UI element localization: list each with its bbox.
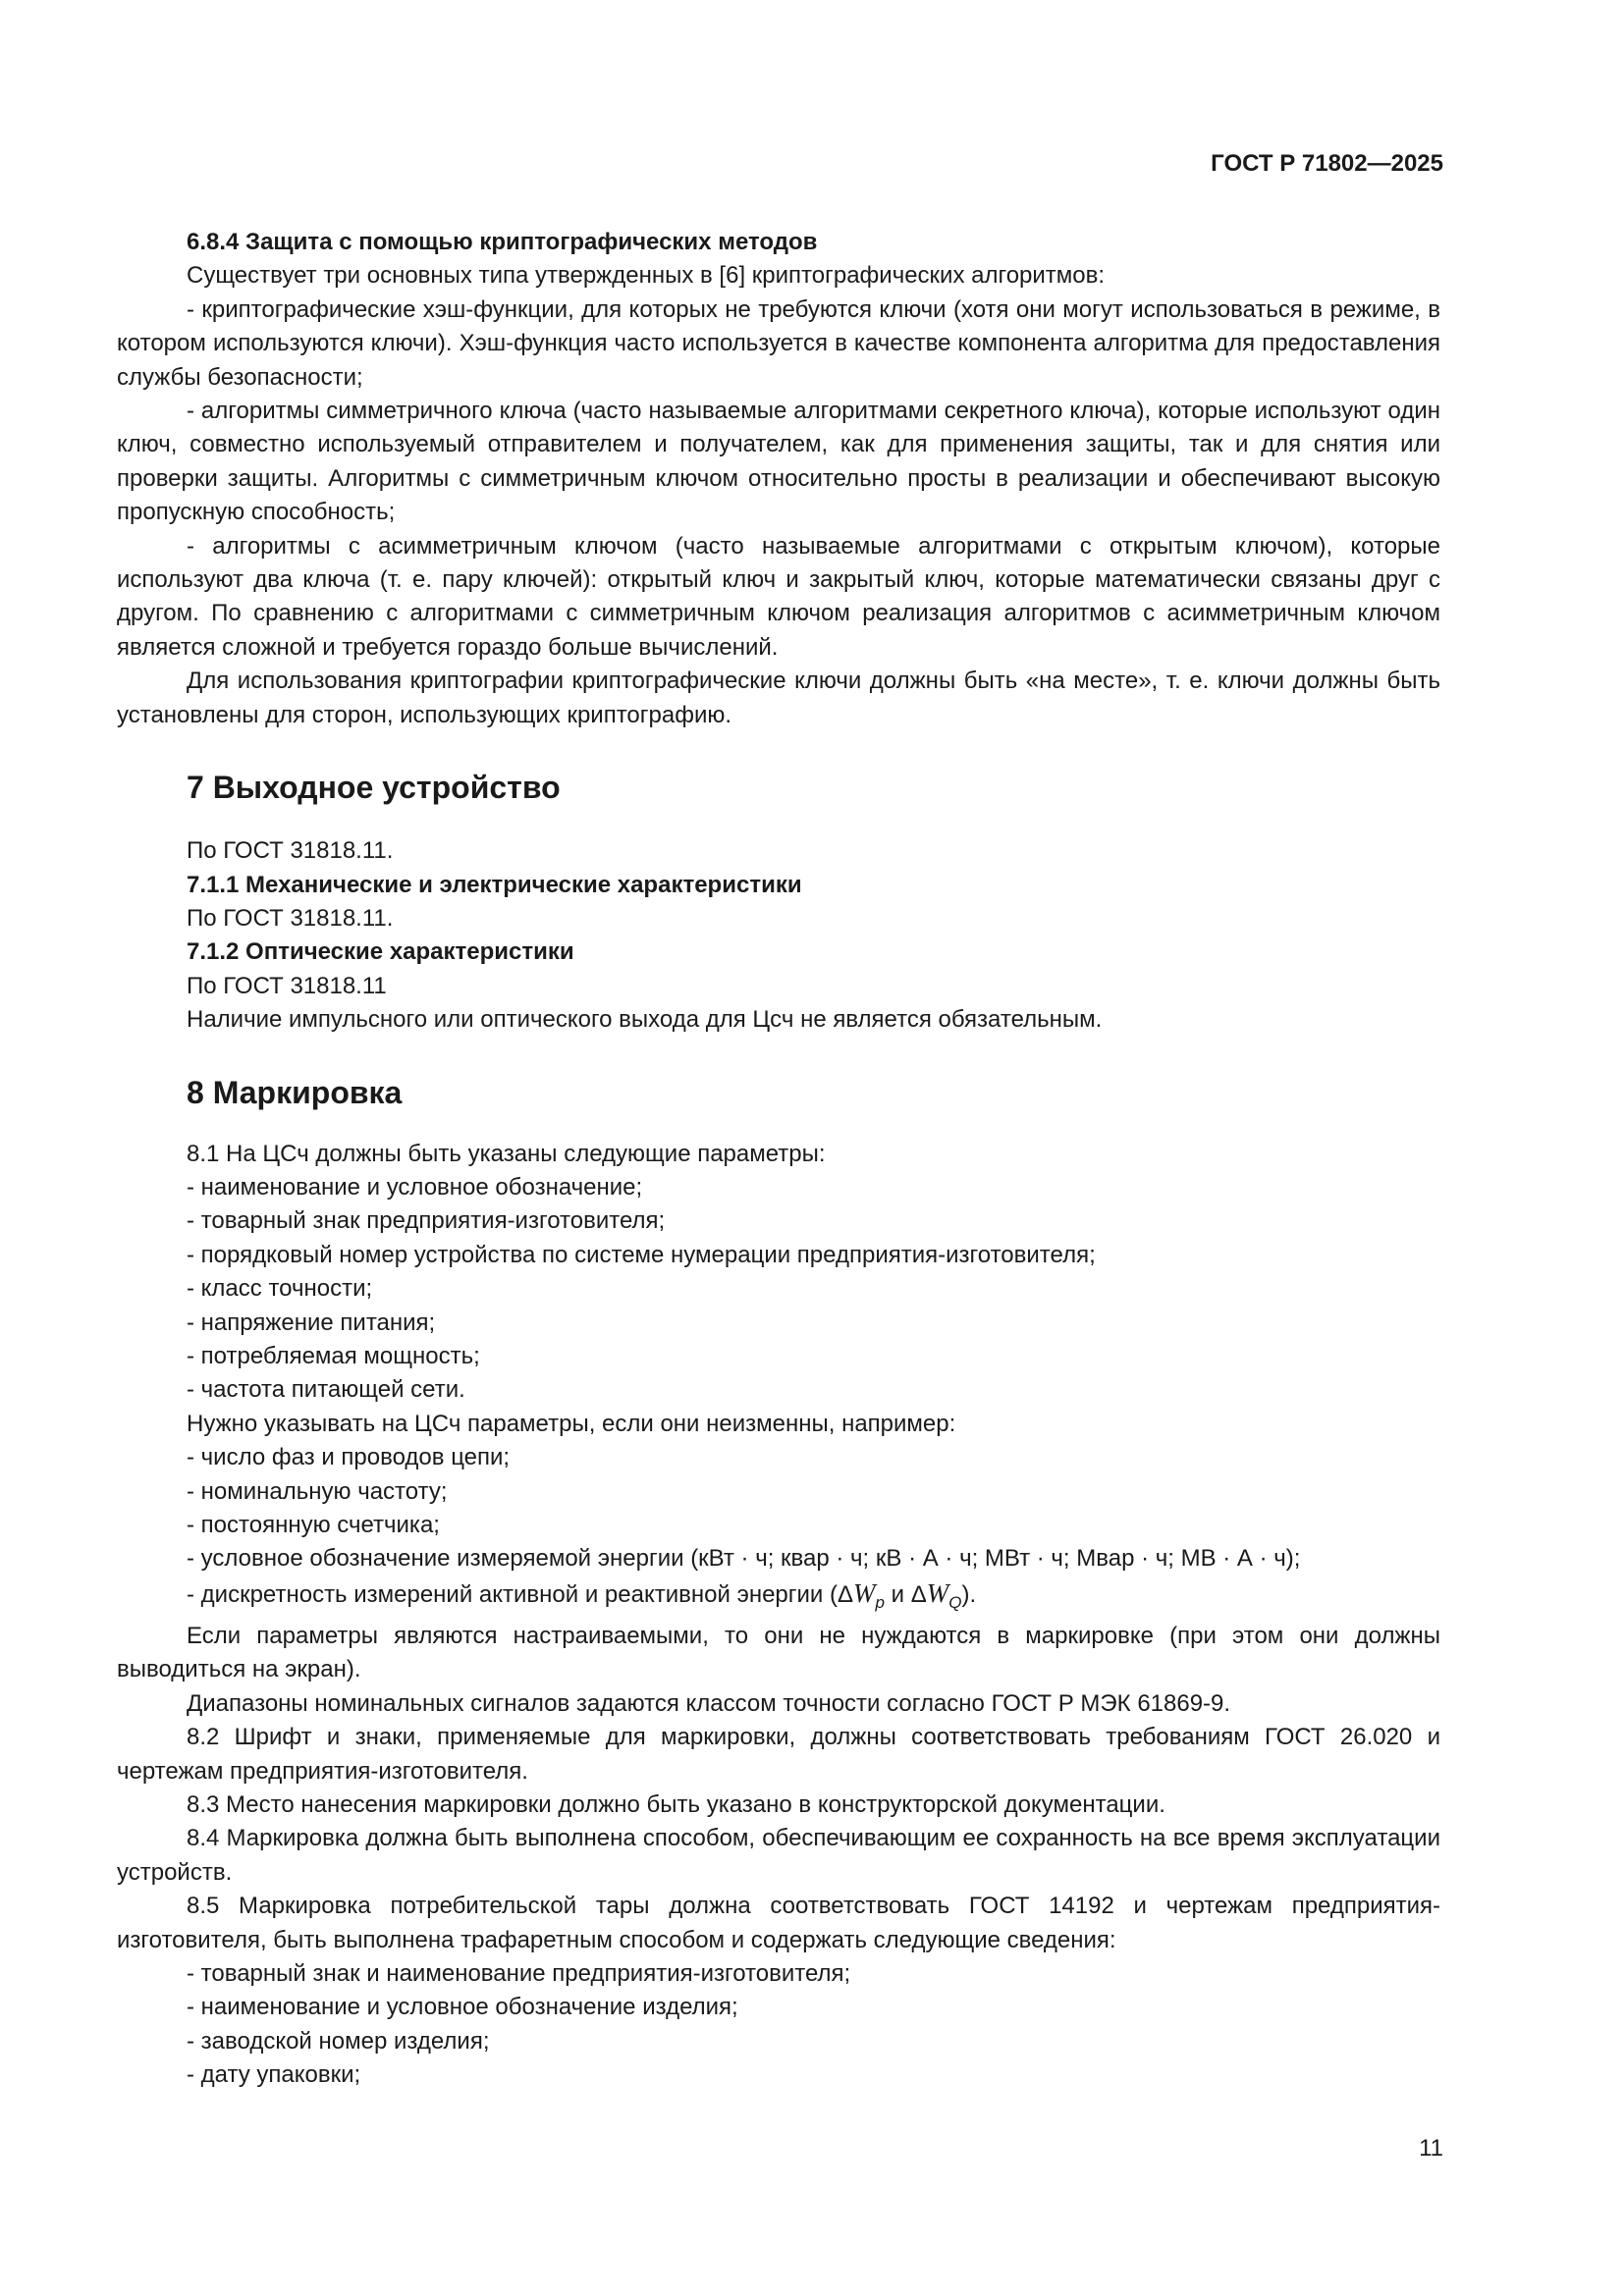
subscript-p: p bbox=[875, 1592, 885, 1612]
marking-param-item: - класс точности; bbox=[187, 1275, 373, 1303]
marking-param-item: - товарный знак предприятия-изготовителя; bbox=[187, 1207, 666, 1235]
w-symbol: W bbox=[926, 1577, 949, 1608]
clause-8-3: 8.3 Место нанесения маркировки должно быть указано в конструкторской документации. bbox=[187, 1791, 1165, 1819]
clause-8-1: 8.1 На ЦСч должны быть указаны следующие параметры: bbox=[187, 1140, 826, 1167]
document-id-header: ГОСТ Р 71802—2025 bbox=[1211, 150, 1443, 177]
discreteness-item bbox=[117, 1576, 1440, 1620]
signal-ranges-paragraph: Диапазоны номинальных сигналов задаются классом точности согласно ГОСТ Р МЭК 61869-9. bbox=[187, 1689, 1231, 1717]
keys-in-place-paragraph: Для использования криптографии криптографические ключи должны быть «на месте», т. е. ключи должны быть установлены для сторон, использующих криптографию. bbox=[117, 667, 1440, 728]
subsection-7-1-2-reference: По ГОСТ 31818.11 bbox=[187, 972, 387, 999]
and-word: и bbox=[885, 1580, 911, 1608]
marking-param-item: - порядковый номер устройства по системе нумерации предприятия-изготовителя; bbox=[187, 1241, 1096, 1268]
fixed-param-item: - постоянную счетчика; bbox=[187, 1512, 440, 1538]
subsection-7-1-1-heading: 7.1.1 Механические и электрические характеристики bbox=[187, 871, 802, 898]
delta-symbol: Δ bbox=[838, 1580, 854, 1608]
package-marking-item: - заводской номер изделия; bbox=[187, 2027, 490, 2055]
discreteness-end: ). bbox=[961, 1580, 977, 1608]
subscript-q: Q bbox=[948, 1592, 962, 1612]
clause-8-4: 8.4 Маркировка должна быть выполнена способом, обеспечивающим ее сохранность на все время эксплуатации устройств. bbox=[117, 1825, 1440, 1886]
fixed-params-intro: Нужно указывать на ЦСч параметры, если они неизменны, например: bbox=[187, 1410, 956, 1437]
clause-8-2: 8.2 Шрифт и знаки, применяемые для маркировки, должны соответствовать требованиям ГОСТ 26.020 и чертежам предприятия-изготовителя. bbox=[117, 1724, 1440, 1785]
fixed-param-item: - число фаз и проводов цепи; bbox=[187, 1444, 511, 1471]
page-content bbox=[117, 226, 1440, 2093]
fixed-param-item: - номинальную частоту; bbox=[187, 1477, 448, 1505]
w-symbol: W bbox=[853, 1577, 876, 1608]
subsection-7-1-1-reference: По ГОСТ 31818.11. bbox=[187, 904, 394, 932]
symmetric-key-item: - алгоритмы симметричного ключа (часто называемые алгоритмами секретного ключа), которые используют один ключ, совместно используемый отправителем и получателем, как для применения защиты, так и для снятия или проверки защиты. Алгоритмы с симметричным ключом относительно просты в реализации и обеспечивают высокую пропускную способность; bbox=[117, 398, 1440, 526]
section-7-heading: 7 Выходное устройство bbox=[187, 770, 561, 806]
marking-param-item: - наименование и условное обозначение; bbox=[187, 1173, 643, 1201]
marking-param-item: - потребляемая мощность; bbox=[187, 1342, 480, 1369]
section-8-heading: 8 Маркировка bbox=[187, 1074, 403, 1110]
discreteness-text: - дискретность измерений активной и реактивной энергии ( bbox=[187, 1580, 838, 1608]
fixed-param-item: - условное обозначение измеряемой энергии (кВт · ч; квар · ч; кВ · А · ч; МВт · ч; Мвар · ч; МВ · А · ч); bbox=[187, 1545, 1301, 1573]
section-6-8-4-heading: 6.8.4 Защита с помощью криптографических методов bbox=[187, 229, 818, 255]
output-optional-note: Наличие импульсного или оптического выхода для Цсч не является обязательным. bbox=[187, 1006, 1103, 1034]
marking-param-item: - напряжение питания; bbox=[187, 1308, 436, 1336]
marking-param-item: - частота питающей сети. bbox=[187, 1376, 465, 1404]
page-number: 11 bbox=[1419, 2135, 1443, 2162]
section-7-reference: По ГОСТ 31818.11. bbox=[187, 837, 394, 865]
hash-functions-item: - криптографические хэш-функции, для которых не требуются ключи (хотя они могут использоваться в режиме, в котором используются ключи). Хэш-функция часто используется в качестве компонента алгоритма для предоставления службы безопасности; bbox=[117, 295, 1440, 391]
subsection-7-1-2-heading: 7.1.2 Оптические характеристики bbox=[187, 938, 574, 966]
package-marking-item: - товарный знак и наименование предприятия-изготовителя; bbox=[187, 1960, 851, 1988]
package-marking-item: - наименование и условное обозначение изделия; bbox=[187, 1994, 738, 2021]
asymmetric-key-item: - алгоритмы с асимметричным ключом (часто называемые алгоритмами с открытым ключом), которые используют два ключа (т. е. пару ключей): открытый ключ и закрытый ключ, которые математически связаны друг с другом. По сравнению с алгоритмами с симметричным ключом реализация алгоритмов с асимметричным ключом является сложной и требуется гораздо больше вычислений. bbox=[117, 532, 1440, 661]
section-6-8-4-intro: Существует три основных типа утвержденных в [6] криптографических алгоритмов: bbox=[187, 262, 1106, 290]
configurable-params-paragraph: Если параметры являются настраиваемыми, то они не нуждаются в маркировке (при этом они должны выводиться на экран). bbox=[117, 1623, 1440, 1683]
package-marking-item: - дату упаковки; bbox=[187, 2061, 361, 2089]
clause-8-5: 8.5 Маркировка потребительской тары должна соответствовать ГОСТ 14192 и чертежам предприятия-изготовителя, быть выполнена трафаретным способом и содержать следующие сведения: bbox=[117, 1893, 1440, 1953]
delta-symbol: Δ bbox=[910, 1580, 927, 1608]
